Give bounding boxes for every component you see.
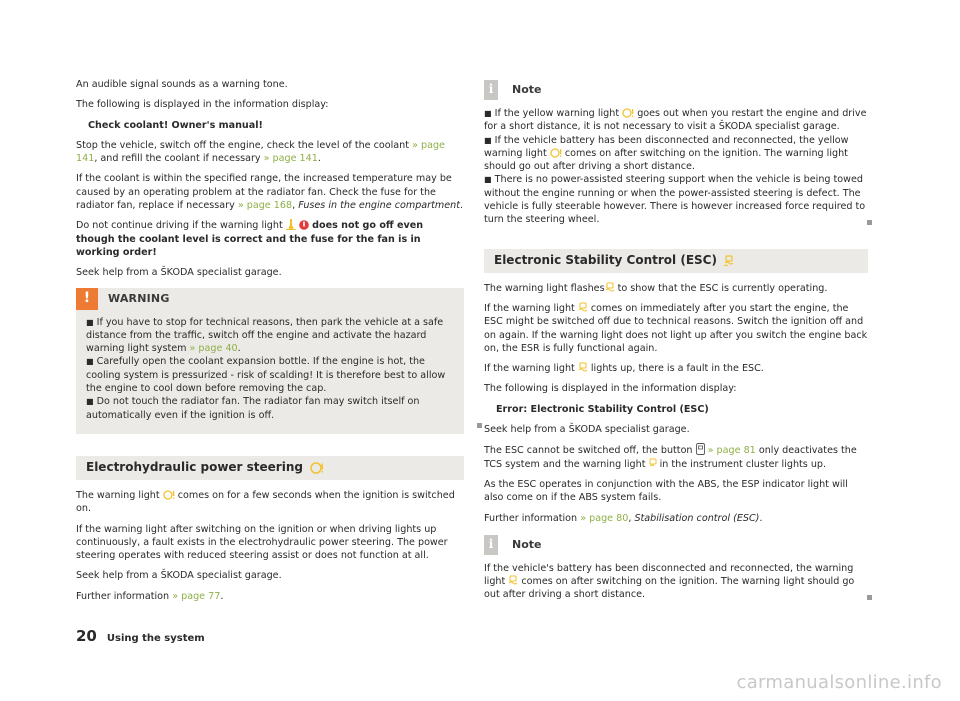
tcs-button-icon	[696, 443, 705, 455]
display-message: Check coolant! Owner's manual!	[88, 119, 263, 131]
note-item: ■ There is no power-assisted steering support when the vehicle is being towed without the engine running or when the power-assisted steering is defect. The vehicle is fully steerable however. There is however increased force required to turn the steering wheel.	[484, 173, 868, 226]
watermark: carmanualsonline.info	[736, 672, 942, 693]
note-item: ■ If the vehicle battery has been disconnected and reconnected, the yellow warning light comes on after switching on the ignition. The warning light should go out after driving a short distance.	[484, 134, 849, 173]
note-header	[484, 80, 868, 100]
section-heading-esc: Electronic Stability Control (ESC)	[484, 249, 868, 273]
chapter-title: Using the system	[106, 633, 205, 644]
page-footer	[76, 627, 205, 645]
section-end-marker	[867, 220, 872, 225]
paragraph: Seek help from a ŠKODA specialist garage.	[76, 267, 282, 279]
coolant-red-warning-icon	[299, 220, 309, 230]
paragraph: The following is displayed in the information display:	[484, 383, 737, 395]
section-end-marker	[867, 595, 872, 600]
esc-skid-icon	[649, 458, 657, 469]
exclamation-icon: !	[76, 288, 98, 310]
esc-skid-icon	[723, 255, 735, 267]
page-link[interactable]: » page 81	[707, 445, 756, 457]
note-label: Note	[512, 538, 542, 552]
power-steering-warning-icon	[309, 462, 325, 474]
info-icon: i	[484, 535, 498, 555]
power-steering-warning-icon	[622, 108, 634, 118]
warning-item: ■ If you have to stop for technical reasons, then park the vehicle at a safe distance from the traffic, switch off the engine and activate the hazard warning light system » page 40.	[86, 316, 444, 355]
page-link[interactable]: » page 77	[172, 590, 221, 602]
esc-skid-icon	[578, 362, 588, 373]
paragraph: Further information » page 80, Stabilisation control (ESC).	[484, 512, 763, 524]
note-item: ■ If the yellow warning light goes out when you restart the engine and drive for a short distance, it is not necessary to visit a ŠKODA specialist garage.	[484, 108, 867, 133]
note-text: If the vehicle's battery has been disconnected and reconnected, the warning light comes on after switching on the ignition. The warning light should go out after driving a short distance.	[484, 562, 868, 602]
page-link[interactable]: » page 168	[237, 200, 293, 212]
warning-header	[76, 288, 464, 310]
page-link[interactable]: » page 141	[76, 139, 445, 165]
note-label: Note	[512, 83, 542, 97]
paragraph: If the warning light after switching on the ignition or when driving lights up continuously, a fault exists in the electrohydraulic power steering. The power steering operates with reduced steering assist or does not function at all.	[76, 523, 448, 562]
paragraph: If the warning light comes on immediately after you start the engine, the ESC might be switched off due to technical reasons. Switch the ignition off and on again. If the warning light does not light up after you switch the engine back on, the ESR is fully functional again.	[484, 302, 868, 354]
section-end-marker	[477, 423, 482, 428]
paragraph: If the coolant is within the specified range, the increased temperature may be caused by an operating problem at the radiator fan. Check the fuse for the radiator fan, replace if necessary » page 168, Fuses in the engine compartment.	[76, 173, 464, 212]
page-link[interactable]: » page 141	[263, 153, 318, 165]
paragraph: An audible signal sounds as a warning tone.	[76, 79, 288, 90]
paragraph: Do not continue driving if the warning light does not go off even though the coolant level is correct and the fuse for the fan is in working order!	[76, 220, 424, 258]
paragraph: The warning light comes on for a few seconds when the ignition is switched on.	[76, 489, 455, 515]
page-number: 20	[76, 627, 97, 645]
coolant-temperature-icon	[286, 219, 296, 230]
note-header	[484, 535, 868, 555]
paragraph: Seek help from a ŠKODA specialist garage.	[484, 424, 690, 436]
paragraph: The ESC cannot be switched off, the button » page 81 only deactivates the TCS system and the warning light in the instrument cluster lights up.	[484, 445, 857, 470]
page-link[interactable]: » page 80	[580, 512, 629, 524]
warning-item: ■ Do not touch the radiator fan. The radiator fan may switch itself on automatically even if the ignition is off.	[86, 396, 420, 421]
warning-item: ■ Carefully open the coolant expansion bottle. If the engine is hot, the cooling system is pressurized - risk of scalding! It is therefore best to allow the engine to cool down before removing the cap.	[86, 356, 446, 395]
esc-skid-icon	[508, 575, 518, 586]
page-link[interactable]: » page 40	[189, 343, 238, 355]
esc-skid-icon	[605, 282, 615, 293]
warning-box	[76, 288, 464, 434]
paragraph: As the ESC operates in conjunction with the ABS, the ESP indicator light will also come on if the ABS system fails.	[484, 478, 848, 504]
display-message: Error: Electronic Stability Control (ESC)	[496, 403, 709, 415]
warning-label: WARNING	[108, 291, 170, 305]
paragraph: Stop the vehicle, switch off the engine, check the level of the coolant » page 141, and refill the coolant if necessary » page 141.	[76, 139, 445, 165]
paragraph: Seek help from a ŠKODA specialist garage.	[76, 570, 282, 582]
power-steering-warning-icon	[163, 490, 175, 500]
paragraph: If the warning light lights up, there is a fault in the ESC.	[484, 363, 764, 375]
info-icon: i	[484, 80, 498, 100]
section-heading-power-steering: Electrohydraulic power steering	[76, 456, 464, 480]
right-column	[484, 80, 868, 602]
power-steering-warning-icon	[550, 148, 562, 158]
paragraph: The following is displayed in the information display:	[76, 99, 329, 111]
paragraph: The warning light flashes to show that the ESC is currently operating.	[484, 282, 828, 294]
esc-skid-icon	[578, 302, 588, 313]
left-column	[76, 78, 464, 610]
paragraph: Further information » page 77.	[76, 590, 224, 602]
